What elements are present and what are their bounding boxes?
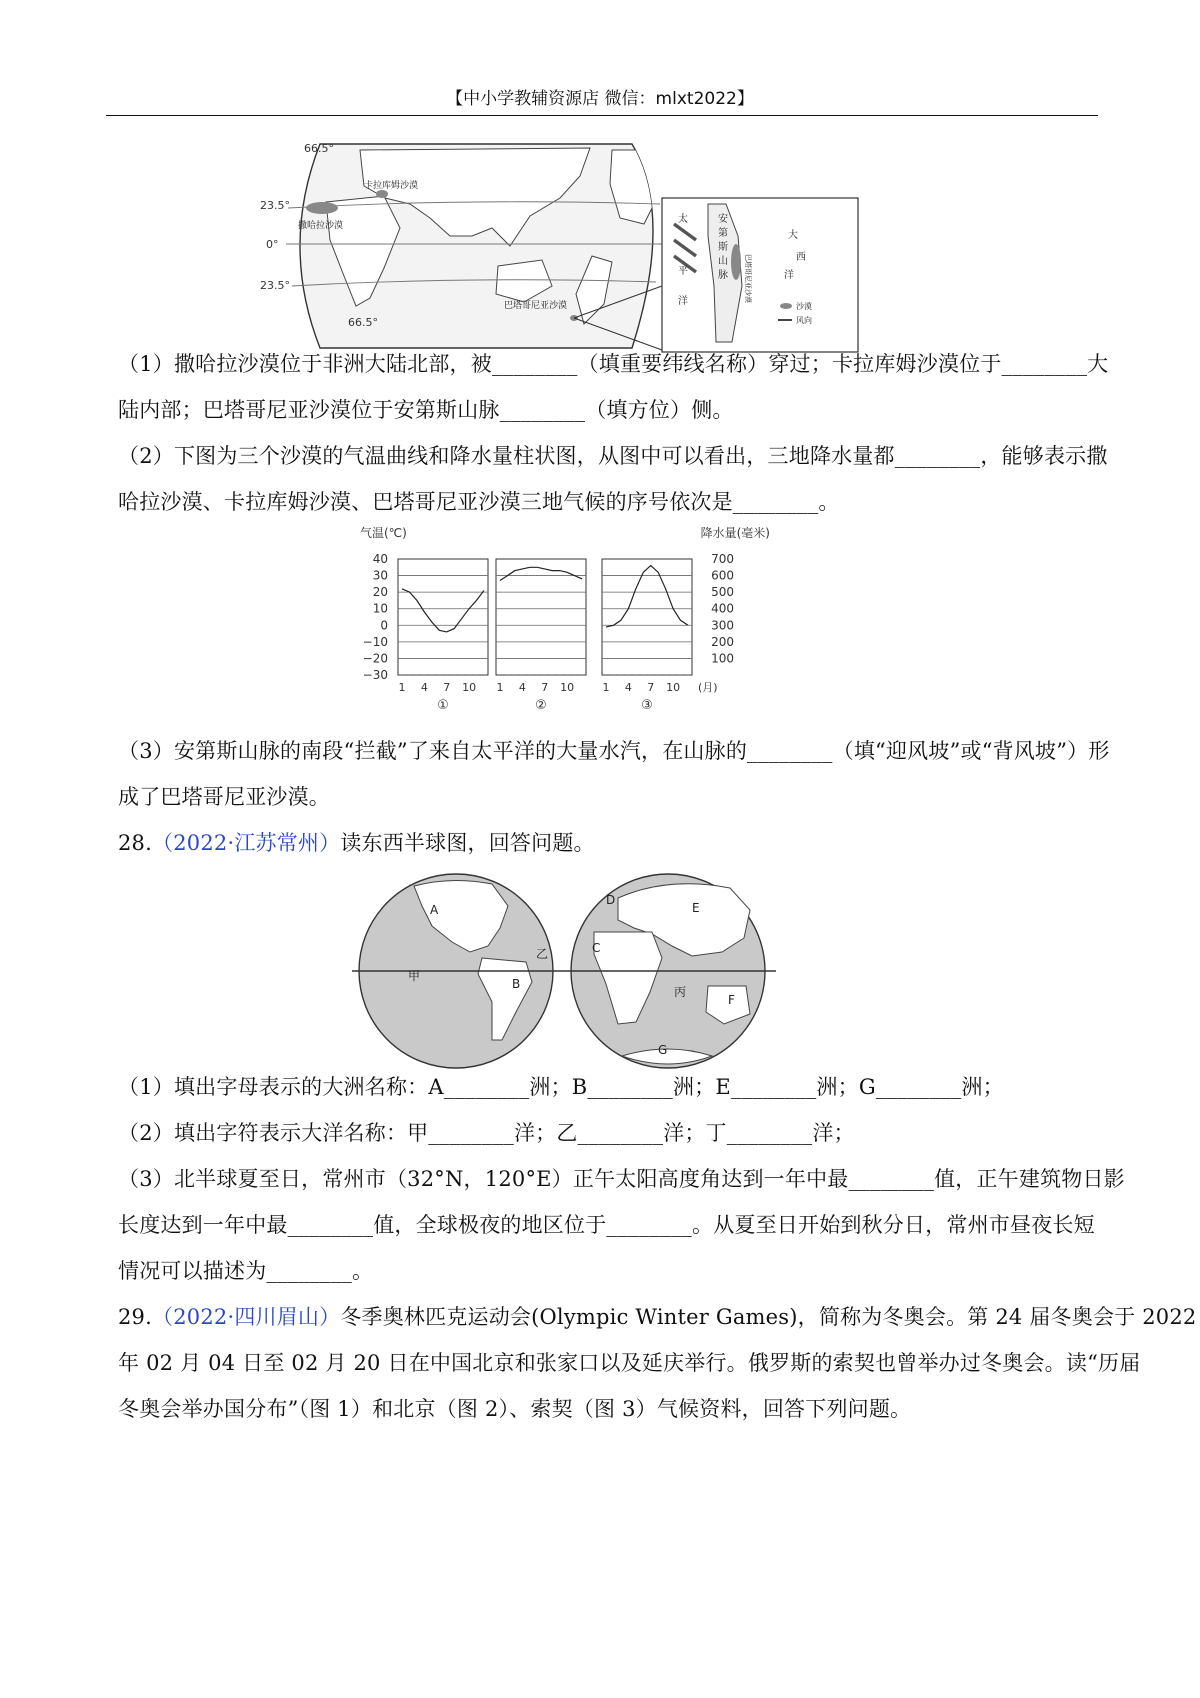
x-unit-label: (月) [698,681,718,694]
q27-sub2-line2: 哈拉沙漠、卡拉库姆沙漠、巴塔哥尼亚沙漠三地气候的序号依次是________。 [118,490,840,514]
precipitation-bar [444,674,449,675]
inset-label-di: 第 [718,228,728,239]
label-C: C [592,941,601,955]
q28-source: （2022·江苏常州） [152,831,341,855]
q27-sub1 [118,341,1109,433]
q28-sub3 [118,1156,1125,1294]
inset-desert-label: 巴塔哥尼亚沙漠 [744,254,752,303]
precipitation-bar [678,674,683,675]
precipitation-bar [422,674,427,675]
y-tick-label-right: 200 [711,634,734,649]
precipitation-bar [656,674,661,675]
y-tick-label-right: 100 [711,651,734,666]
q28-sub2 [118,1110,1096,1156]
precipitation-bar [686,674,691,675]
q27-sub3 [118,728,1110,820]
precipitation-bar [437,674,442,675]
label-A: A [430,903,439,917]
q29-line3: 冬奥会举办国分布”（图 1）和北京（图 2）、索契（图 3）气候资料，回答下列问题。 [118,1397,912,1421]
climate-chart [358,525,778,715]
q28-sub3-line2: 长度达到一年中最________值，全球极夜的地区位于________。从夏至日开始到秋分日，常州市昼夜长短 [118,1213,1095,1237]
y-tick-label-right: 500 [711,585,734,600]
y-tick-label-left: 20 [372,585,388,600]
panel-label: ② [535,698,547,713]
inset-label-shan: 山 [718,256,728,267]
inset-label-ping: 平 [678,266,688,277]
q29-line2: 年 02 月 04 日至 02 月 20 日在中国北京和张家口以及延庆举行。俄罗斯的索契也曾举办过冬奥会。读“历届 [118,1351,1141,1375]
q27-sub1-line2: 陆内部；巴塔哥尼亚沙漠位于安第斯山脉________（填方位）侧。 [118,398,734,422]
hemispheres-map [352,872,776,1072]
y-tick-label-left: 0 [380,618,388,633]
legend-wind-label: 风向 [796,316,812,325]
panel-label: ③ [641,698,653,713]
q29-line1-text: 冬季奥林匹克运动会(Olympic Winter Games)，简称为冬奥会。第 24 届冬奥会于 2022 [340,1305,1197,1329]
precipitation-bar [415,674,420,675]
precipitation-bar [663,674,668,675]
q29-number: 29. [118,1305,152,1329]
q28-sub3-line3: 情况可以描述为________。 [118,1259,374,1283]
header-rule [106,115,1098,116]
x-tick-label: 4 [624,681,632,694]
precipitation-bar [400,674,405,675]
label-D: D [606,893,616,907]
q27-sub3-line1: （3）安第斯山脉的南段“拦截”了来自太平洋的大量水汽，在山脉的________（填“迎风坡”或“背风坡”）形 [118,739,1110,763]
precipitation-bar [550,674,555,675]
sahara-label: 撒哈拉沙漠 [298,221,344,231]
y-tick-label-left: −30 [362,668,388,682]
precipitation-bar [565,674,570,675]
precipitation-bar [429,674,434,675]
y-tick-label-left: 40 [372,552,388,566]
y-tick-label-left: 30 [372,568,388,583]
x-tick-label: 7 [541,681,549,694]
precipitation-bar [505,674,510,675]
x-tick-label: 10 [462,681,477,694]
label-B: B [512,977,521,991]
q28-sub3-line1: （3）北半球夏至日，常州市（32°N，120°E）正午太阳高度角达到一年中最________值，正午建筑物日影 [118,1167,1125,1191]
precipitation-bar [474,674,479,675]
label-E: E [692,901,700,915]
panel-label: ① [437,698,449,713]
inset-label-yang: 洋 [678,296,688,307]
precipitation-bar [535,674,540,675]
precipitation-bar [604,674,609,675]
desert-world-map [260,136,890,356]
page-header: 【中小学教辅资源店 微信：mlxt2022】 [446,89,754,109]
inset-label-xi: 西 [796,252,806,263]
x-tick-label: 10 [560,681,575,694]
q28-sub1 [118,1064,1096,1110]
q27-sub2 [118,433,1108,525]
precipitation-bar [467,674,472,675]
inset-label-tai: 太 [678,214,688,225]
precipitation-bar [527,674,532,675]
q29-paragraph [118,1294,1197,1432]
precipitation-bar [580,674,585,675]
lat-label-s665: 66.5° [348,316,378,329]
precipitation-bar [498,674,503,675]
lat-label-n665: 66.5° [304,142,334,155]
chart-panel [496,559,586,675]
x-tick-label: 7 [443,681,451,694]
label-jia: 甲 [408,969,421,983]
precipitation-bar [671,674,676,675]
y-tick-label-left: −20 [362,651,388,666]
y-tick-label-right: 400 [711,601,734,616]
legend-desert-label: 沙漠 [796,302,812,311]
q29-source: （2022·四川眉山） [152,1305,341,1329]
inset-label-da: 大 [788,230,798,241]
label-yi: 乙 [536,947,549,961]
q27-sub2-line1: （2）下图为三个沙漠的气温曲线和降水量柱状图，从图中可以看出，三地降水量都________，能够表示撒 [118,444,1108,468]
precipitation-bar [626,674,631,675]
precipitation-bar [542,674,547,675]
x-tick-label: 1 [398,681,406,694]
y-tick-label-right: 300 [711,618,734,633]
precipitation-bar [611,674,616,675]
precipitation-bar [557,674,562,675]
precipitation-bar [520,674,525,675]
y-axis-title-precipitation: 降水量(毫米) [700,526,770,540]
inset-label-yang2: 洋 [784,270,794,281]
label-G: G [658,1043,668,1057]
sahara-desert-mark [306,202,338,214]
karakum-label: 卡拉库姆沙漠 [364,181,419,191]
q28-heading [118,820,1096,866]
q27-sub3-line2: 成了巴塔哥尼亚沙漠。 [118,785,330,809]
lat-label-s235: 23.5° [260,279,290,292]
precipitation-bar [641,674,646,675]
lat-label-n235: 23.5° [260,199,290,212]
x-tick-label: 1 [496,681,504,694]
y-tick-label-left: −10 [362,634,388,649]
lat-label-equator: 0° [266,238,279,251]
inset-desert-mark [731,244,741,280]
precipitation-bar [459,674,464,675]
precipitation-bar [572,674,577,675]
x-tick-label: 1 [602,681,610,694]
q28-intro: 读东西半球图，回答问题。 [340,831,595,855]
y-axis-title-temperature: 气温(℃) [360,526,407,540]
inset-label-an: 安 [718,214,728,225]
label-F: F [728,993,735,1007]
precipitation-bar [648,674,653,675]
patagonia-label: 巴塔哥尼亚沙漠 [504,301,568,311]
q28-sub1-line: （1）填出字母表示的大洲名称：A________洲；B________洲；E________洲；G________洲； [118,1075,1004,1099]
precipitation-bar [452,674,457,675]
q28-number: 28. [118,831,152,855]
precipitation-bar [513,674,518,675]
x-tick-label: 4 [518,681,526,694]
precipitation-bar [633,674,638,675]
inset-label-mai: 脉 [718,270,728,281]
y-tick-label-left: 10 [372,601,388,616]
q28-sub2-line: （2）填出字符表示大洋名称：甲________洋；乙________洋；丁________洋； [118,1121,855,1145]
q27-sub1-line1: （1）撒哈拉沙漠位于非洲大陆北部，被________（填重要纬线名称）穿过；卡拉库姆沙漠位于________大 [118,352,1109,376]
label-bing: 丙 [674,985,687,999]
precipitation-bar [407,674,412,675]
y-tick-label-right: 700 [711,552,734,566]
x-tick-label: 7 [647,681,655,694]
patagonia-inset [662,198,858,352]
precipitation-bar [619,674,624,675]
x-tick-label: 10 [666,681,681,694]
y-tick-label-right: 600 [711,568,734,583]
precipitation-bar [482,674,487,675]
inset-label-si: 斯 [718,242,728,253]
legend-desert-swatch [780,303,792,309]
karakum-desert-mark [376,190,388,198]
x-tick-label: 4 [420,681,428,694]
chart-panel [398,559,488,675]
